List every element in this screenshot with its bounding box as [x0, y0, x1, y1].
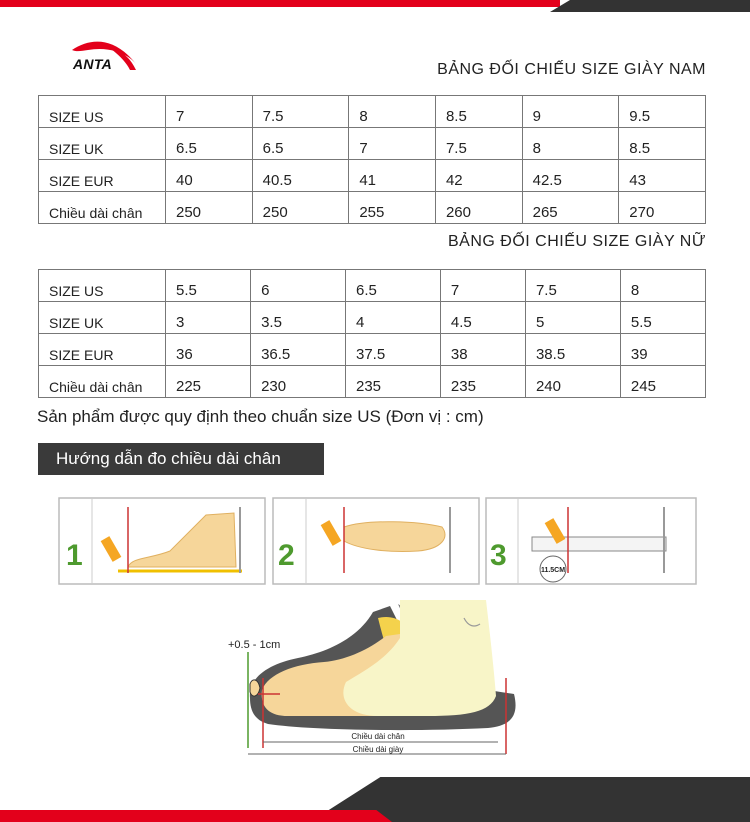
size-cell: 8	[349, 96, 436, 128]
shoe-length-label: Chiều dài giày	[352, 745, 404, 754]
table-row	[39, 270, 706, 302]
women-size-table	[38, 269, 706, 398]
size-cell: 5.5	[620, 302, 705, 334]
row-label: SIZE US	[39, 270, 166, 302]
table-row	[39, 192, 706, 224]
size-cell: 235	[440, 366, 525, 398]
table-row	[39, 96, 706, 128]
step-number-2: 2	[278, 539, 295, 572]
size-cell: 6.5	[252, 128, 349, 160]
size-cell: 8	[620, 270, 705, 302]
top-dark-stripe	[550, 0, 750, 12]
size-cell: 6	[251, 270, 346, 302]
measure-guide-heading: Hướng dẫn đo chiều dài chân	[38, 443, 324, 475]
size-cell: 5.5	[166, 270, 251, 302]
size-cell: 36.5	[251, 334, 346, 366]
row-label: Chiều dài chân	[39, 366, 166, 398]
size-cell: 42.5	[522, 160, 619, 192]
table-row	[39, 366, 706, 398]
size-cell: 36	[166, 334, 251, 366]
size-cell: 235	[345, 366, 440, 398]
size-cell: 7	[166, 96, 253, 128]
size-cell: 37.5	[345, 334, 440, 366]
row-label: SIZE UK	[39, 128, 166, 160]
size-cell: 225	[166, 366, 251, 398]
size-cell: 260	[435, 192, 522, 224]
size-cell: 245	[620, 366, 705, 398]
size-cell: 230	[251, 366, 346, 398]
row-label: SIZE UK	[39, 302, 166, 334]
size-cell: 240	[525, 366, 620, 398]
foot-length-label: Chiều dài chân	[351, 732, 405, 741]
size-cell: 8.5	[619, 128, 706, 160]
size-cell: 265	[522, 192, 619, 224]
size-cell: 7.5	[252, 96, 349, 128]
size-cell: 6.5	[345, 270, 440, 302]
size-cell: 40	[166, 160, 253, 192]
size-cell: 38.5	[525, 334, 620, 366]
size-cell: 7.5	[525, 270, 620, 302]
women-table-title: BẢNG ĐỐI CHIẾU SIZE GIÀY NỮ	[447, 233, 706, 250]
size-cell: 6.5	[166, 128, 253, 160]
size-cell: 43	[619, 160, 706, 192]
size-cell: 38	[440, 334, 525, 366]
step-1-panel	[59, 498, 265, 584]
bottom-red-stripe	[0, 810, 392, 822]
size-cell: 41	[349, 160, 436, 192]
row-label: Chiều dài chân	[39, 192, 166, 224]
row-label: SIZE EUR	[39, 160, 166, 192]
step-number-3: 3	[490, 539, 507, 572]
size-cell: 8.5	[435, 96, 522, 128]
size-cell: 40.5	[252, 160, 349, 192]
size-cell: 5	[525, 302, 620, 334]
measurement-steps-illustration	[58, 497, 698, 587]
size-cell: 42	[435, 160, 522, 192]
table-row	[39, 302, 706, 334]
size-cell: 4.5	[440, 302, 525, 334]
step-number-1: 1	[66, 539, 83, 572]
toe-gap-label: +0.5 - 1cm	[228, 639, 281, 651]
row-label: SIZE US	[39, 96, 166, 128]
size-cell: 255	[349, 192, 436, 224]
step-3-panel	[486, 498, 696, 584]
table-row	[39, 160, 706, 192]
size-cell: 9.5	[619, 96, 706, 128]
size-cell: 4	[345, 302, 440, 334]
step-2-panel	[273, 498, 479, 584]
ruler-reading: 11.5CM	[540, 567, 566, 574]
size-cell: 270	[619, 192, 706, 224]
table-row	[39, 128, 706, 160]
unit-note: Sản phẩm được quy định theo chuẩn size US (Đơn vị : cm)	[37, 407, 484, 426]
size-cell: 3	[166, 302, 251, 334]
table-row	[39, 334, 706, 366]
size-cell: 7	[349, 128, 436, 160]
men-table-title: BẢNG ĐỐI CHIẾU SIZE GIÀY NAM	[437, 61, 706, 78]
brand-name: ANTA	[73, 56, 113, 72]
size-cell: 250	[252, 192, 349, 224]
size-cell: 3.5	[251, 302, 346, 334]
size-cell: 7.5	[435, 128, 522, 160]
row-label: SIZE EUR	[39, 334, 166, 366]
size-cell: 8	[522, 128, 619, 160]
size-cell: 250	[166, 192, 253, 224]
size-cell: 9	[522, 96, 619, 128]
size-cell: 39	[620, 334, 705, 366]
size-cell: 7	[440, 270, 525, 302]
men-size-table	[38, 95, 706, 224]
top-red-stripe	[0, 0, 560, 7]
shoe-fit-diagram	[228, 598, 528, 766]
